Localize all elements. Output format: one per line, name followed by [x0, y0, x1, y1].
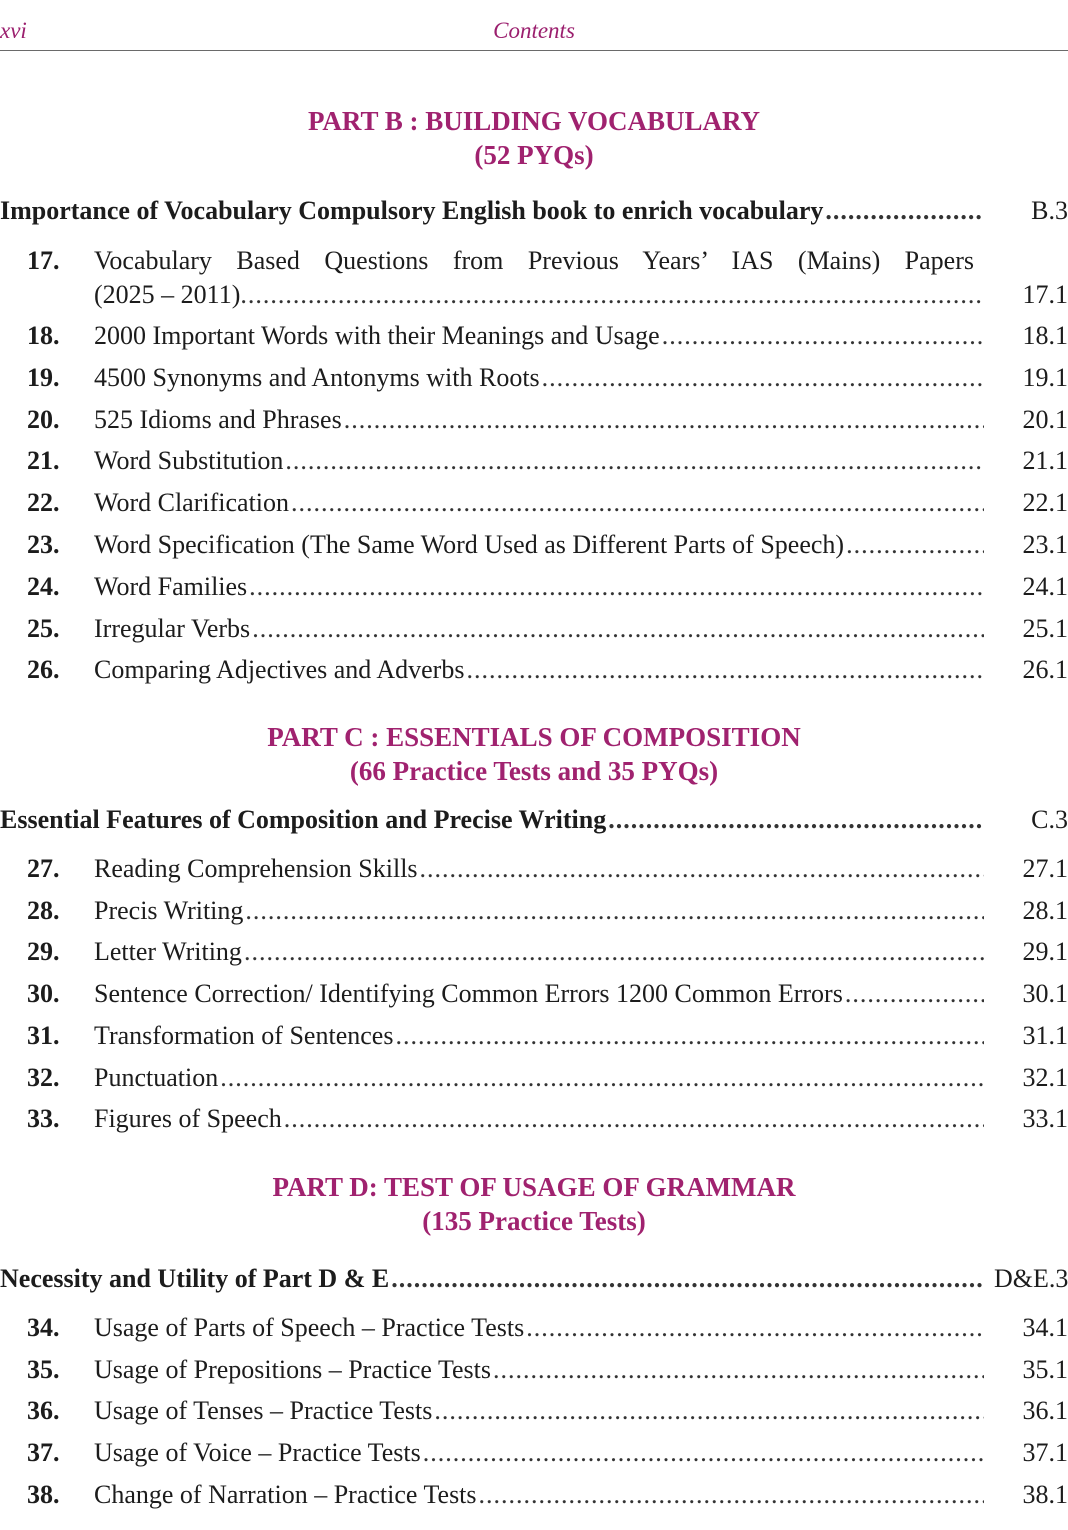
entry-page: 37.1 — [1022, 1438, 1068, 1468]
entry-page: 23.1 — [1022, 530, 1068, 559]
dot-leader — [244, 937, 984, 967]
dot-leader — [245, 896, 984, 926]
chapter-number: 31. — [27, 1020, 60, 1050]
toc-entry[interactable] — [0, 614, 1068, 644]
part-c-title: PART C : ESSENTIALS OF COMPOSITION — [267, 722, 801, 752]
dot-leader — [249, 572, 984, 602]
entry-page: 28.1 — [1022, 895, 1068, 925]
toc-entry[interactable] — [0, 530, 1068, 560]
entry-page: C.3 — [1031, 805, 1068, 834]
dot-leader — [493, 1355, 984, 1385]
chapter-number: 24. — [27, 571, 60, 601]
entry-page: 38.1 — [1022, 1479, 1068, 1509]
dot-leader — [284, 1104, 984, 1134]
entry-title: Word Substitution — [94, 446, 284, 476]
dot-leader — [420, 854, 984, 884]
entry-title: Precis Writing — [94, 895, 244, 925]
dot-leader — [479, 1480, 984, 1510]
chapter-number: 19. — [27, 362, 60, 392]
dot-leader — [608, 805, 984, 835]
part-d-title: PART D: TEST OF USAGE OF GRAMMAR — [272, 1172, 796, 1202]
part-c-heading — [0, 720, 1068, 788]
toc-entry[interactable] — [0, 405, 1068, 435]
dot-leader — [845, 979, 984, 1009]
entry-title-line2-row — [94, 280, 1068, 310]
dot-leader — [846, 530, 984, 560]
entry-page: 24.1 — [1022, 571, 1068, 601]
dot-leader — [662, 321, 984, 351]
dot-leader — [344, 405, 984, 435]
dot-leader — [466, 655, 984, 685]
dot-leader — [291, 488, 984, 518]
toc-entry[interactable] — [0, 655, 1068, 685]
toc-entry[interactable] — [0, 572, 1068, 602]
dot-leader — [252, 614, 984, 644]
chapter-number: 23. — [27, 530, 60, 559]
entry-title: Usage of Prepositions – Practice Tests — [94, 1354, 492, 1384]
toc-entry[interactable] — [0, 1355, 1068, 1385]
chapter-number: 34. — [27, 1313, 60, 1342]
dot-leader — [240, 280, 984, 310]
entry-title: Letter Writing — [94, 937, 242, 967]
chapter-number: 27. — [27, 854, 60, 883]
running-head: Contents — [493, 18, 575, 43]
toc-entry[interactable] — [0, 1313, 1068, 1343]
entry-page: 25.1 — [1022, 613, 1068, 643]
entry-page: 31.1 — [1022, 1020, 1068, 1050]
entry-title: Word Families — [94, 571, 248, 601]
entry-title: Essential Features of Composition and Precise Writing — [0, 805, 607, 834]
part-c-subtitle: (66 Practice Tests and 35 PYQs) — [349, 756, 719, 786]
entry-page: 30.1 — [1022, 979, 1068, 1009]
entry-title: Figures of Speech — [94, 1104, 282, 1134]
entry-page: 19.1 — [1022, 362, 1068, 392]
chapter-number: 33. — [27, 1104, 60, 1134]
entry-page: 32.1 — [1022, 1062, 1068, 1092]
entry-title: Reading Comprehension Skills — [94, 854, 418, 883]
toc-entry[interactable] — [0, 321, 1068, 351]
dot-leader — [395, 1021, 984, 1051]
entry-title-line1: Vocabulary Based Questions from Previous Years’ IAS (Mains) Papers — [94, 246, 974, 275]
chapter-number: 37. — [27, 1438, 60, 1468]
entry-title: Punctuation — [94, 1062, 219, 1092]
entry-title: Comparing Adjectives and Adverbs — [94, 655, 465, 685]
entry-page: B.3 — [1031, 196, 1068, 225]
dot-leader — [434, 1396, 984, 1426]
entry-page: 27.1 — [1022, 854, 1068, 883]
entry-title: Necessity and Utility of Part D & E — [0, 1264, 390, 1293]
entry-page: D&E.3 — [994, 1264, 1068, 1293]
dot-leader — [391, 1264, 984, 1294]
toc-entry[interactable] — [0, 1396, 1068, 1426]
chapter-number: 29. — [27, 937, 60, 967]
toc-entry[interactable] — [0, 979, 1068, 1009]
toc-entry[interactable] — [0, 1063, 1068, 1093]
chapter-number: 18. — [27, 321, 60, 350]
toc-entry[interactable] — [0, 488, 1068, 518]
dot-leader — [542, 363, 984, 393]
entry-title: Sentence Correction/ Identifying Common Errors 1200 Common Errors — [94, 979, 843, 1009]
entry-page: 18.1 — [1022, 321, 1068, 350]
entry-page: 36.1 — [1022, 1396, 1068, 1426]
chapter-number: 38. — [27, 1479, 60, 1509]
entry-page: 34.1 — [1022, 1313, 1068, 1342]
entry-title: 525 Idioms and Phrases — [94, 404, 342, 434]
toc-entry[interactable] — [0, 896, 1068, 926]
entry-title: Irregular Verbs — [94, 613, 251, 643]
chapter-number: 32. — [27, 1062, 60, 1092]
toc-entry[interactable] — [0, 1021, 1068, 1051]
toc-entry[interactable] — [0, 1438, 1068, 1468]
part-b-intro-entry[interactable] — [0, 196, 1068, 226]
toc-entry[interactable] — [0, 854, 1068, 884]
chapter-number: 30. — [27, 979, 60, 1009]
page-header — [0, 0, 1068, 51]
chapter-number: 26. — [27, 655, 60, 685]
entry-title: Importance of Vocabulary Compulsory English book to enrich vocabulary — [0, 196, 824, 225]
entry-page: 29.1 — [1022, 937, 1068, 967]
dot-leader — [220, 1063, 984, 1093]
chapter-number: 21. — [27, 446, 60, 476]
entry-page: 21.1 — [1022, 446, 1068, 476]
chapter-number: 17. — [27, 246, 60, 275]
part-b-heading — [0, 104, 1068, 172]
dot-leader — [285, 446, 984, 476]
toc-entry[interactable] — [0, 363, 1068, 393]
part-b-subtitle: (52 PYQs) — [474, 140, 594, 170]
entry-title: Usage of Tenses – Practice Tests — [94, 1396, 433, 1426]
entry-page: 20.1 — [1022, 404, 1068, 434]
entry-page: 33.1 — [1022, 1104, 1068, 1134]
entry-title: Word Clarification — [94, 488, 290, 518]
toc-entry[interactable] — [0, 1104, 1068, 1134]
part-d-heading — [0, 1170, 1068, 1238]
chapter-number: 25. — [27, 613, 60, 643]
chapter-number: 22. — [27, 488, 60, 518]
entry-page: 17.1 — [1022, 280, 1068, 309]
entry-page: 26.1 — [1022, 655, 1068, 685]
entry-title-line2: (2025 – 2011) — [94, 280, 241, 309]
chapter-number: 35. — [27, 1354, 60, 1384]
entry-page: 22.1 — [1022, 488, 1068, 518]
chapter-number: 20. — [27, 404, 60, 434]
entry-title: 2000 Important Words with their Meanings and Usage — [94, 321, 660, 350]
part-c-intro-entry[interactable] — [0, 805, 1068, 835]
part-d-intro-entry[interactable] — [0, 1264, 1068, 1294]
dot-leader — [423, 1438, 984, 1468]
part-b-title: PART B : BUILDING VOCABULARY — [307, 106, 761, 136]
part-d-subtitle: (135 Practice Tests) — [422, 1206, 646, 1236]
entry-page: 35.1 — [1022, 1354, 1068, 1384]
entry-title: Usage of Parts of Speech – Practice Tests — [94, 1313, 525, 1342]
dot-leader — [526, 1313, 984, 1343]
chapter-number: 28. — [27, 895, 60, 925]
toc-entry[interactable] — [0, 937, 1068, 967]
entry-title: Usage of Voice – Practice Tests — [94, 1438, 421, 1468]
entry-title: Transformation of Sentences — [94, 1020, 394, 1050]
entry-title: 4500 Synonyms and Antonyms with Roots — [94, 362, 540, 392]
dot-leader — [825, 196, 984, 226]
entry-title: Change of Narration – Practice Tests — [94, 1479, 477, 1509]
page-number: xvi — [0, 18, 27, 43]
toc-entry[interactable] — [0, 446, 1068, 476]
chapter-number: 36. — [27, 1396, 60, 1426]
toc-entry[interactable] — [0, 1480, 1068, 1510]
entry-title: Word Specification (The Same Word Used as Different Parts of Speech) — [94, 530, 845, 559]
